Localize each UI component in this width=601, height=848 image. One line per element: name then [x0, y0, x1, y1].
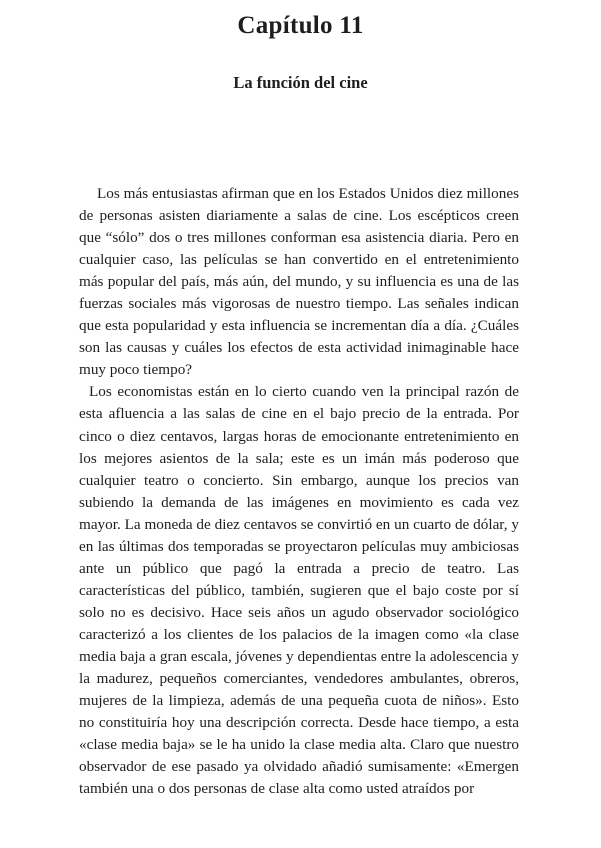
paragraph: Los más entusiastas afirman que en los Estados Unidos diez millones de personas asisten diariamente a salas de cine. Los escépticos creen que “sólo” dos o tres millones conforman esa asistencia diaria. Pero en cualquier caso, las películas se han convertido en el entretenimiento más popular del país, más aún, del mundo, y su influencia es una de las fuerzas sociales más vigorosas de nuestro tiempo. Las señales indican que esta popularidad y esta influencia se incrementan día a día. ¿Cuáles son las causas y cuáles los efectos de esta actividad inimaginable hace muy poco tiempo? — [79, 185, 519, 379]
chapter-title: Capítulo 11 — [237, 12, 364, 39]
body-text — [79, 183, 519, 800]
chapter-subtitle: La función del cine — [233, 73, 368, 92]
paragraph: Los economistas están en lo cierto cuando ven la principal razón de esta afluencia a las salas de cine en el bajo precio de la entrada. Por cinco o diez centavos, largas horas de emocionante entretenimiento en los mejores asientos de la sala; este es un imán más poderoso que cualquier teatro o concierto. Sin embargo, aunque los precios van subiendo la demanda de las imágenes en movimiento es cada vez mayor. La moneda de diez centavos se convirtió en un cuarto de dólar, y en las últimas dos temporadas se proyectaron películas muy ambiciosas ante un público que pagó la entrada a precio de teatro. Las características del público, también, sugieren que el bajo coste por sí solo no es decisivo. Hace seis años un agudo observador sociológico caracterizó a los clientes de los palacios de la imagen como «la clase media baja a gran escala, jóvenes y dependientas entre la adolescencia y la madurez, pequeños comerciantes, vendedores ambulantes, obreros, mujeres de la limpieza, además de una pequeña cuota de niños». Esto no constituiría hoy una descripción correcta. Desde hace tiempo, a esta «clase media baja» se le ha unido la clase media alta. Claro que nuestro observador de ese pasado ya olvidado añadió sumisamente: «Emergen también una o dos personas de clase alta como usted atraídos por — [79, 383, 519, 798]
